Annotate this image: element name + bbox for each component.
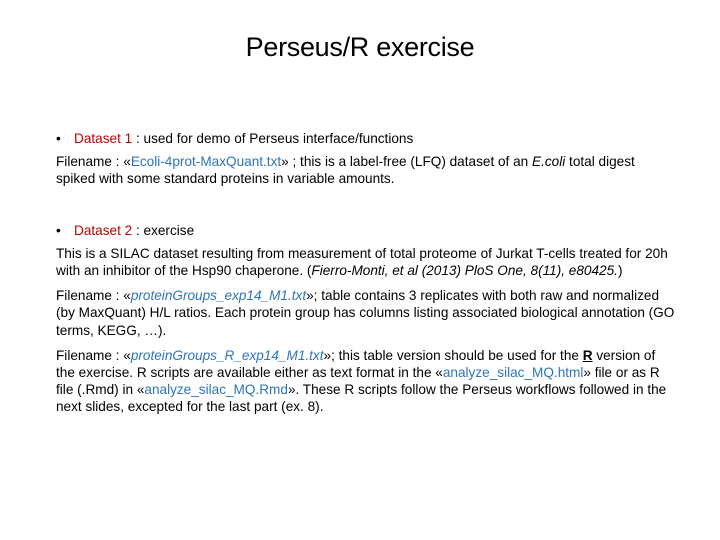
r-emphasis: R: [582, 347, 593, 363]
filename-prefix: Filename : «: [56, 288, 131, 304]
dataset1-filename-paragraph: [56, 153, 676, 187]
dataset2-r-filename: proteinGroups_R_exp14_M1.txt: [130, 347, 324, 363]
dataset1-file-suffix: » ; this is a label-free (LFQ) dataset of an: [281, 154, 533, 170]
dataset2-intro-paragraph: [56, 245, 676, 279]
dataset2-intro-end: ): [617, 263, 623, 279]
bullet-icon: •: [56, 131, 61, 146]
r-text-2: version of the exercise. R scripts are available either as text format in the «: [56, 347, 656, 381]
dataset1-organism: E.coli: [532, 154, 566, 170]
filename-prefix: Filename : «: [56, 347, 131, 363]
rmd-file-link: analyze_silac_MQ.Rmd: [144, 382, 288, 398]
dataset1-desc: : used for demo of Perseus interface/functions: [132, 131, 414, 146]
dataset2-bullet: [56, 222, 676, 239]
r-text-1: »; this table version should be used for the: [323, 347, 583, 363]
dataset2-filename: proteinGroups_exp14_M1.txt: [130, 288, 307, 304]
bullet-icon: •: [56, 222, 61, 238]
dataset2-desc: : exercise: [132, 222, 195, 238]
slide-title: Perseus/R exercise: [245, 32, 475, 62]
dataset1-tail: total digest spiked with some standard proteins in variable amounts.: [56, 154, 635, 187]
dataset2-file-desc: »; table contains 3 replicates with both raw and normalized (by MaxQuant) H/L ratios. Each protein group has columns listing associated biological annotation (GO terms, KEGG, …).: [56, 288, 675, 338]
slide-body: [56, 130, 676, 416]
dataset1-label: Dataset 1: [74, 131, 133, 146]
dataset2-citation: Fierro-Monti, et al (2013) PloS One, 8(11), e80425.: [311, 263, 618, 279]
r-text-4: ». These R scripts follow the Perseus workflows followed in the next slides, excepted for the last part (ex. 8).: [56, 382, 667, 415]
dataset2-label: Dataset 2: [74, 222, 133, 238]
html-file-link: analyze_silac_MQ.html: [442, 365, 584, 381]
dataset1-bullet: [56, 130, 676, 147]
dataset2-r-paragraph: [56, 347, 676, 416]
filename-prefix: Filename : «: [56, 154, 131, 170]
dataset2-intro: This is a SILAC dataset resulting from measurement of total proteome of Jurkat T-cells treated for 20h with an inhibitor of the Hsp90 chaperone. (: [56, 245, 668, 279]
r-text-3: » file or as R file (.Rmd) in «: [56, 365, 660, 398]
dataset2-filename-paragraph: [56, 287, 676, 339]
dataset1-filename: Ecoli-4prot-MaxQuant.txt: [130, 154, 282, 170]
